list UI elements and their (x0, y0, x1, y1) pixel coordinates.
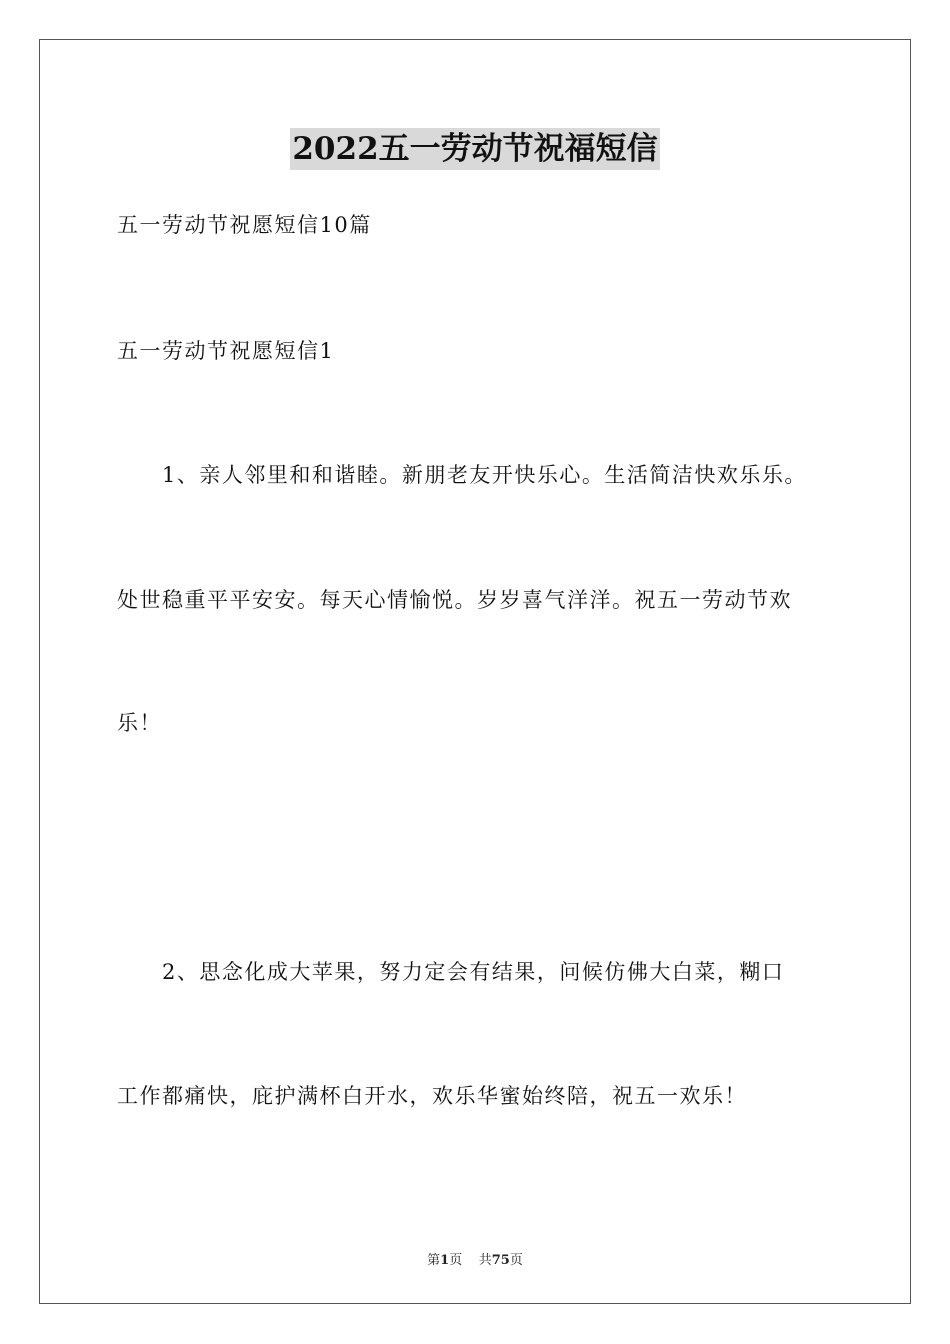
footer-page-suffix: 页 (449, 1253, 463, 1268)
footer-page-number: 1 (440, 1253, 450, 1268)
section-heading: 五一劳动节祝愿短信1 (117, 339, 335, 363)
paragraph-2-line-1: 2、思念化成大苹果，努力定会有结果，问候仿佛大白菜，糊口 (162, 960, 785, 984)
paragraph-1-line-2: 处世稳重平平安安。每天心情愉悦。岁岁喜气洋洋。祝五一劳动节欢 (117, 588, 792, 612)
paragraph-1-line-1: 1、亲人邻里和和谐睦。新朋老友开快乐心。生活简洁快欢乐乐。 (162, 463, 807, 487)
footer-page-prefix: 第 (427, 1253, 441, 1268)
paragraph-1-line-3: 乐！ (117, 711, 162, 735)
paragraph-2-line-2: 工作都痛快，庇护满杯白开水，欢乐华蜜始终陪，祝五一欢乐！ (117, 1084, 747, 1108)
page-footer (0, 1249, 950, 1268)
footer-total-prefix: 共 (478, 1253, 492, 1268)
document-title-container (0, 128, 950, 170)
document-subtitle: 五一劳动节祝愿短信10篇 (117, 213, 372, 237)
document-title: 2022五一劳动节祝福短信 (290, 128, 659, 170)
footer-total-pages: 75 (491, 1253, 510, 1268)
footer-total-suffix: 页 (509, 1253, 523, 1268)
